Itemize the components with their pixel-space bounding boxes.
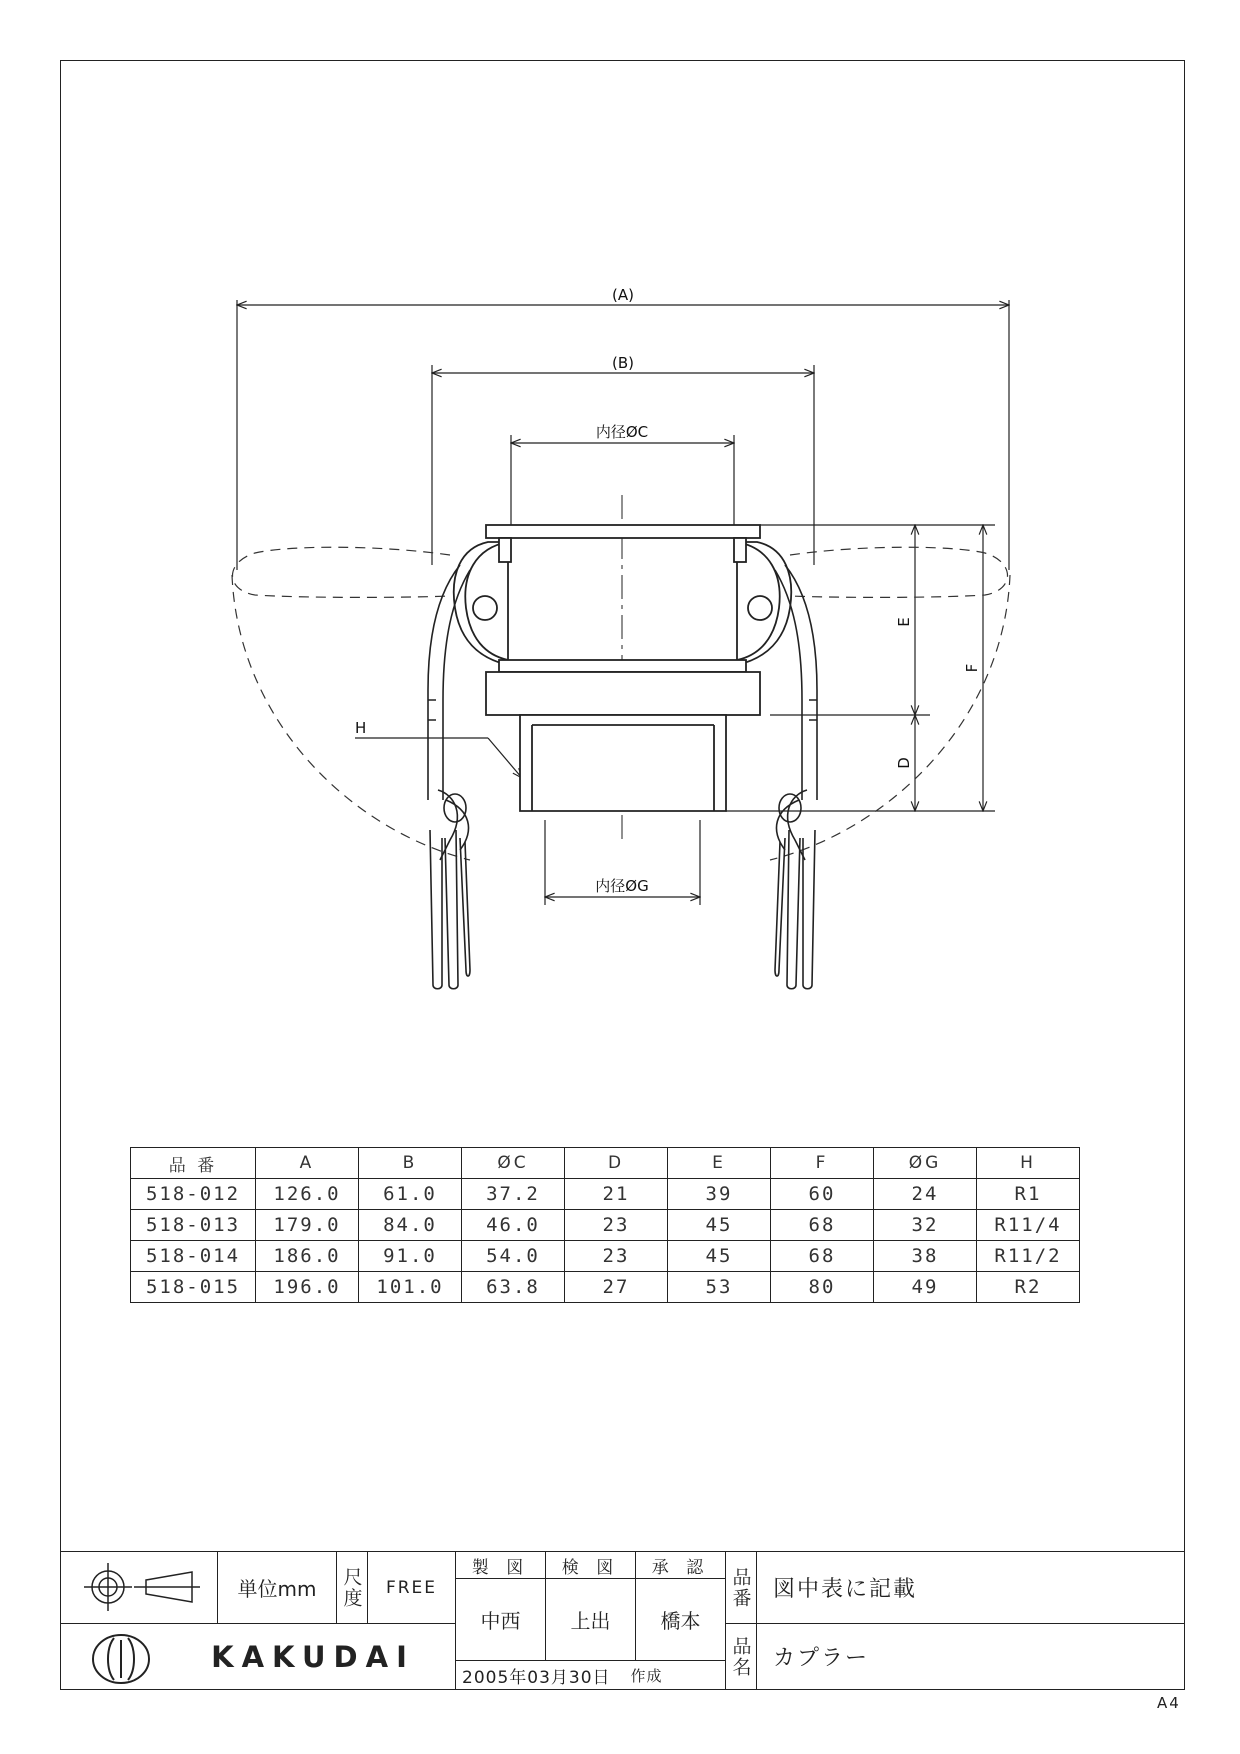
created-label: 作成 (630, 1666, 663, 1685)
cell: 37.2 (462, 1179, 565, 1210)
label-D: D (895, 757, 913, 769)
cell: 54.0 (462, 1241, 565, 1272)
table-row (131, 1272, 1080, 1303)
cell: 101.0 (359, 1272, 462, 1303)
cell: 84.0 (359, 1210, 462, 1241)
cell: 80 (771, 1272, 874, 1303)
part-no: 図中表に記載 (756, 1551, 1185, 1624)
header-H: H (977, 1148, 1080, 1179)
coupler-body (454, 495, 791, 840)
approved-by: 橋本 (635, 1578, 726, 1661)
label-H: H (355, 719, 367, 737)
cell: 68 (771, 1210, 874, 1241)
table-row (131, 1179, 1080, 1210)
cell: 60 (771, 1179, 874, 1210)
cell: 518-014 (131, 1241, 256, 1272)
cell: 179.0 (256, 1210, 359, 1241)
cell: 45 (668, 1210, 771, 1241)
cell: 21 (565, 1179, 668, 1210)
label-A: (A) (612, 286, 634, 304)
approved-label: 承 認 (635, 1551, 726, 1579)
header-part-no: 品 番 (131, 1148, 256, 1179)
cell: R2 (977, 1272, 1080, 1303)
drawing-date: 2005年03月30日 (462, 1667, 611, 1688)
header-D: D (565, 1148, 668, 1179)
cell: 23 (565, 1210, 668, 1241)
scale-value: FREE (367, 1551, 456, 1624)
header-B: B (359, 1148, 462, 1179)
cell: 45 (668, 1241, 771, 1272)
cell: 32 (874, 1210, 977, 1241)
cell: 63.8 (462, 1272, 565, 1303)
cell: R11/4 (977, 1210, 1080, 1241)
cell: 126.0 (256, 1179, 359, 1210)
cell: 27 (565, 1272, 668, 1303)
unit-cell: 単位mm (217, 1551, 337, 1624)
header-C: ØC (462, 1148, 565, 1179)
cell: 186.0 (256, 1241, 359, 1272)
cell: 61.0 (359, 1179, 462, 1210)
made-label: 製 図 (455, 1551, 546, 1579)
label-F: F (963, 663, 981, 673)
header-G: ØG (874, 1148, 977, 1179)
cell: R11/2 (977, 1241, 1080, 1272)
cell: 38 (874, 1241, 977, 1272)
part-name: カプラー (756, 1623, 1185, 1690)
scale-label: 尺度 (336, 1551, 368, 1624)
label-C: 内径ØC (595, 423, 649, 441)
cell: 518-013 (131, 1210, 256, 1241)
spec-table-header (131, 1148, 1080, 1179)
table-row (131, 1210, 1080, 1241)
cell: 39 (668, 1179, 771, 1210)
part-name-label: 品名 (725, 1623, 757, 1690)
label-E: E (895, 617, 913, 627)
dimension-lines (237, 300, 1009, 905)
spec-table (130, 1147, 1080, 1303)
cell: 68 (771, 1241, 874, 1272)
made-by: 中西 (455, 1578, 546, 1661)
date-cell (455, 1660, 726, 1690)
header-A: A (256, 1148, 359, 1179)
projection-cell (60, 1551, 218, 1624)
cell: 91.0 (359, 1241, 462, 1272)
cell: 49 (874, 1272, 977, 1303)
cell: 518-015 (131, 1272, 256, 1303)
cell: 196.0 (256, 1272, 359, 1303)
cell: R1 (977, 1179, 1080, 1210)
cell: 24 (874, 1179, 977, 1210)
cell: 23 (565, 1241, 668, 1272)
checked-by: 上出 (545, 1578, 636, 1661)
label-G: 内径ØG (595, 877, 649, 895)
cell: 518-012 (131, 1179, 256, 1210)
checked-label: 検 図 (545, 1551, 636, 1579)
company-name: KAKUDAI (60, 1623, 456, 1690)
header-F: F (771, 1148, 874, 1179)
page-size-label: A4 (1157, 1694, 1181, 1712)
part-no-label: 品番 (725, 1551, 757, 1624)
table-row (131, 1241, 1080, 1272)
header-E: E (668, 1148, 771, 1179)
label-B: (B) (612, 354, 634, 372)
cell: 53 (668, 1272, 771, 1303)
cell: 46.0 (462, 1210, 565, 1241)
